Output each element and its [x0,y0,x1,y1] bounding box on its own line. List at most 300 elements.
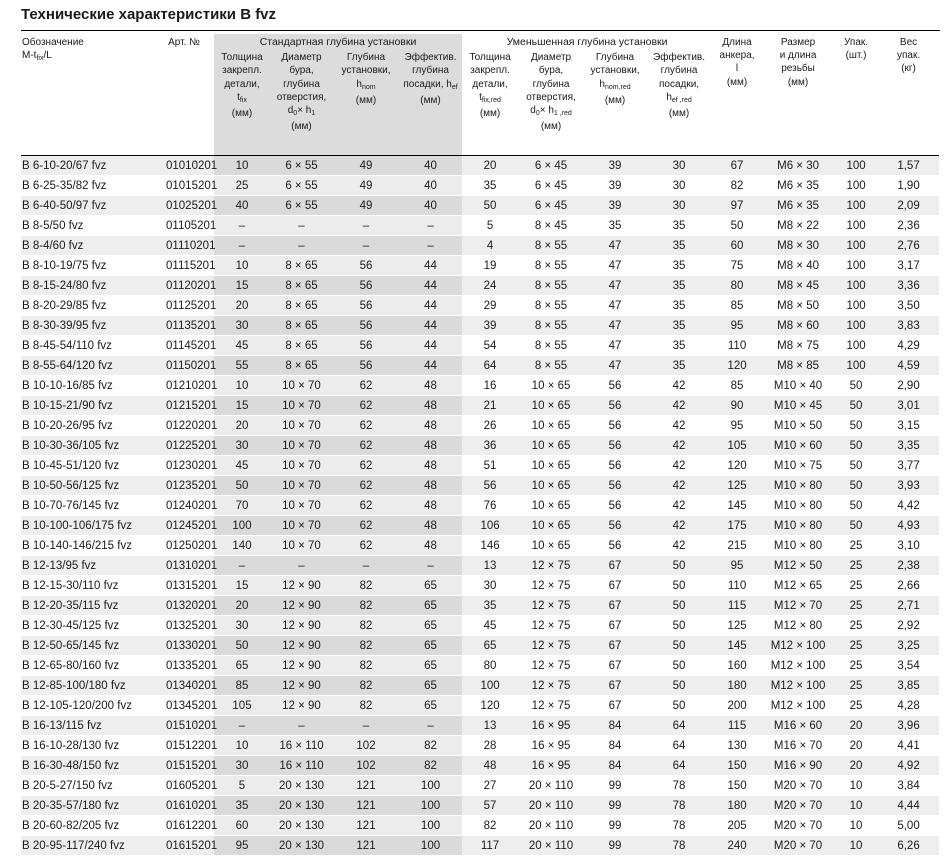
cell-designation: B 20-60-82/205 fvz [21,816,154,836]
cell-thread: M6 × 35 [762,176,834,196]
cell-thread: M12 × 100 [762,676,834,696]
cell-red-thickness: 120 [462,696,518,716]
designation-formula: M-t [22,50,37,62]
cell-std-thickness: 30 [214,616,270,636]
cell-thread: M12 × 80 [762,616,834,636]
cell-std-eff: – [399,216,462,236]
cell-red-depth: 99 [584,816,646,836]
cell-article: 01150201 [154,356,214,376]
cell-thread: M20 × 70 [762,816,834,836]
cell-std-drill: 10 × 70 [270,536,333,556]
cell-std-eff: 65 [399,596,462,616]
page-title: Технические характеристики B fvz [21,6,277,23]
cell-weight: 4,93 [878,516,939,536]
cell-red-eff: 64 [646,716,712,736]
cell-weight: 2,90 [878,376,939,396]
cell-thread: M20 × 70 [762,836,834,856]
cell-std-depth: 62 [333,396,399,416]
cell-red-drill: 10 × 65 [518,436,584,456]
table-row [21,576,939,596]
table-row [21,496,939,516]
cell-std-thickness: 85 [214,676,270,696]
cell-pack: 25 [834,596,878,616]
cell-red-eff: 35 [646,216,712,236]
cell-std-thickness: 20 [214,416,270,436]
cell-red-drill: 20 × 110 [518,776,584,796]
cell-std-thickness: 10 [214,256,270,276]
cell-anchor-length: 97 [712,196,762,216]
cell-pack: 20 [834,756,878,776]
cell-red-thickness: 45 [462,616,518,636]
red-drill-h-sub: 1 ,red [553,110,572,118]
cell-anchor-length: 85 [712,376,762,396]
anchor-length-l4: (мм) [726,76,748,88]
cell-std-thickness: 15 [214,276,270,296]
cell-red-depth: 47 [584,356,646,376]
cell-designation: B 10-140-146/215 fvz [21,536,154,556]
cell-pack: 25 [834,536,878,556]
cell-red-drill: 12 × 75 [518,676,584,696]
cell-weight: 3,93 [878,476,939,496]
cell-red-thickness: 39 [462,316,518,336]
cell-article: 01240201 [154,496,214,516]
std-drill-unit: (мм) [291,121,312,133]
cell-red-thickness: 28 [462,736,518,756]
cell-red-eff: 42 [646,496,712,516]
cell-thread: M12 × 70 [762,596,834,616]
cell-thread: M10 × 75 [762,456,834,476]
cell-std-eff: 65 [399,696,462,716]
cell-red-depth: 84 [584,716,646,736]
cell-weight: 2,76 [878,236,939,256]
cell-std-eff: 44 [399,256,462,276]
pack-l2: (шт.) [845,50,867,62]
cell-weight: 3,84 [878,776,939,796]
cell-designation: B 8-20-29/85 fvz [21,296,154,316]
std-eff-l2: глубина [412,65,449,77]
cell-weight: 4,42 [878,496,939,516]
cell-anchor-length: 160 [712,656,762,676]
cell-std-drill: 20 × 130 [270,776,333,796]
weight-l1: Вес [899,37,918,48]
red-drill-h: × h [539,105,554,117]
cell-weight: 3,50 [878,296,939,316]
red-drill-d: d [530,105,536,117]
cell-article: 01010201 [154,156,214,176]
cell-designation: B 6-40-50/97 fvz [21,196,154,216]
cell-red-thickness: 65 [462,636,518,656]
cell-red-depth: 67 [584,616,646,636]
cell-pack: 25 [834,576,878,596]
cell-std-drill: 10 × 70 [270,436,333,456]
cell-designation: B 8-10-19/75 fvz [21,256,154,276]
cell-red-thickness: 54 [462,336,518,356]
cell-thread: M12 × 50 [762,556,834,576]
cell-red-depth: 67 [584,696,646,716]
cell-pack: 50 [834,476,878,496]
cell-anchor-length: 105 [712,436,762,456]
article-label: Арт. № [168,37,200,48]
cell-thread: M12 × 100 [762,656,834,676]
cell-weight: 4,28 [878,696,939,716]
cell-weight: 4,29 [878,336,939,356]
table-row [21,696,939,716]
cell-pack: 100 [834,156,878,176]
cell-weight: 3,96 [878,716,939,736]
cell-std-eff: 100 [399,816,462,836]
cell-std-drill: 10 × 70 [270,496,333,516]
cell-std-drill: 8 × 65 [270,276,333,296]
cell-std-thickness: 15 [214,576,270,596]
cell-std-drill: – [270,236,333,256]
cell-designation: B 12-85-100/180 fvz [21,676,154,696]
cell-std-drill: 10 × 70 [270,396,333,416]
weight-l2: упак. [896,50,921,62]
cell-weight: 4,41 [878,736,939,756]
cell-designation: B 6-25-35/82 fvz [21,176,154,196]
cell-std-depth: – [333,556,399,576]
cell-std-eff: 48 [399,536,462,556]
cell-std-thickness: 10 [214,376,270,396]
cell-red-drill: 12 × 75 [518,596,584,616]
cell-article: 01320201 [154,596,214,616]
cell-std-eff: – [399,236,462,256]
cell-red-thickness: 26 [462,416,518,436]
cell-red-drill: 10 × 65 [518,536,584,556]
std-thickness-l3: детали, [224,78,260,90]
cell-thread: M10 × 80 [762,496,834,516]
col-header-weight [878,34,939,156]
red-thickness-sym: t [479,91,482,103]
cell-red-eff: 30 [646,156,712,176]
col-header-article [154,34,214,156]
cell-red-depth: 56 [584,536,646,556]
cell-std-eff: 44 [399,336,462,356]
cell-std-eff: 65 [399,616,462,636]
cell-anchor-length: 145 [712,636,762,656]
cell-pack: 10 [834,836,878,856]
red-depth-l2: установки, [590,65,640,77]
cell-red-eff: 50 [646,636,712,656]
std-depth-l1: Глубина [346,52,386,64]
cell-std-eff: 48 [399,396,462,416]
cell-std-eff: 48 [399,476,462,496]
cell-designation: B 12-105-120/200 fvz [21,696,154,716]
cell-anchor-length: 75 [712,256,762,276]
cell-std-thickness: 30 [214,436,270,456]
table-body [21,156,939,856]
cell-anchor-length: 90 [712,396,762,416]
table-row [21,156,939,176]
cell-weight: 3,15 [878,416,939,436]
cell-designation: B 8-15-24/80 fvz [21,276,154,296]
cell-red-eff: 42 [646,456,712,476]
cell-designation: B 8-30-39/95 fvz [21,316,154,336]
cell-pack: 50 [834,376,878,396]
table-row [21,436,939,456]
cell-red-thickness: 56 [462,476,518,496]
cell-red-eff: 50 [646,676,712,696]
cell-pack: 100 [834,356,878,376]
cell-weight: 3,54 [878,656,939,676]
red-depth-sym: h [599,78,605,90]
std-thickness-unit: (мм) [231,108,253,120]
cell-std-thickness: 65 [214,656,270,676]
cell-article: 01250201 [154,536,214,556]
cell-red-drill: 8 × 55 [518,296,584,316]
cell-article: 01325201 [154,616,214,636]
designation-sub: fix [36,55,44,63]
cell-red-depth: 67 [584,596,646,616]
red-eff-l1: Эффектив. [653,52,706,64]
std-depth-unit: (мм) [355,94,377,106]
cell-weight: 3,35 [878,436,939,456]
cell-std-eff: – [399,556,462,576]
cell-weight: 1,90 [878,176,939,196]
cell-pack: 100 [834,276,878,296]
cell-red-eff: 30 [646,196,712,216]
cell-std-eff: 40 [399,156,462,176]
cell-std-depth: 82 [333,676,399,696]
cell-red-eff: 35 [646,336,712,356]
cell-std-drill: 16 × 110 [270,736,333,756]
cell-red-eff: 64 [646,736,712,756]
red-thickness-sub: fix,red [481,96,501,104]
cell-red-thickness: 30 [462,576,518,596]
cell-std-depth: 82 [333,616,399,636]
cell-weight: 2,92 [878,616,939,636]
table-row [21,196,939,216]
red-eff-sub: ef ,red [671,96,692,104]
cell-red-thickness: 76 [462,496,518,516]
cell-red-thickness: 146 [462,536,518,556]
cell-pack: 25 [834,636,878,656]
cell-red-thickness: 80 [462,656,518,676]
cell-std-eff: 82 [399,756,462,776]
red-thickness-l1: Толщина [469,52,511,64]
cell-designation: B 12-65-80/160 fvz [21,656,154,676]
cell-std-thickness: 15 [214,396,270,416]
cell-red-drill: 6 × 45 [518,196,584,216]
cell-std-thickness: 140 [214,536,270,556]
cell-std-drill: 16 × 110 [270,756,333,776]
cell-red-thickness: 4 [462,236,518,256]
cell-designation: B 20-5-27/150 fvz [21,776,154,796]
cell-anchor-length: 125 [712,476,762,496]
cell-weight: 3,85 [878,676,939,696]
cell-pack: 25 [834,676,878,696]
cell-std-eff: 48 [399,496,462,516]
cell-red-thickness: 20 [462,156,518,176]
cell-std-drill: 8 × 65 [270,316,333,336]
cell-red-depth: 99 [584,796,646,816]
cell-std-thickness: – [214,236,270,256]
cell-red-eff: 50 [646,696,712,716]
cell-pack: 100 [834,316,878,336]
table-row [21,756,939,776]
cell-red-depth: 56 [584,516,646,536]
cell-red-drill: 8 × 55 [518,236,584,256]
title-divider [21,30,940,31]
cell-weight: 2,36 [878,216,939,236]
weight-l3: (кг) [901,63,916,75]
cell-std-drill: 6 × 55 [270,196,333,216]
cell-anchor-length: 180 [712,796,762,816]
cell-anchor-length: 150 [712,776,762,796]
cell-thread: M12 × 65 [762,576,834,596]
std-drill-d: d [287,105,294,117]
std-eff-sub: ef [451,83,458,91]
cell-article: 01612201 [154,816,214,836]
cell-article: 01245201 [154,516,214,536]
cell-std-drill: 10 × 70 [270,476,333,496]
table-row [21,796,939,816]
cell-std-drill: – [270,556,333,576]
cell-red-drill: 20 × 110 [518,796,584,816]
cell-weight: 2,38 [878,556,939,576]
red-drill-l2: бура, [538,65,564,77]
cell-anchor-length: 145 [712,496,762,516]
cell-red-drill: 20 × 110 [518,816,584,836]
cell-anchor-length: 175 [712,516,762,536]
std-drill-d-sub: 0 [293,110,298,118]
cell-red-depth: 99 [584,836,646,856]
cell-red-drill: 8 × 55 [518,256,584,276]
cell-red-depth: 99 [584,776,646,796]
cell-red-depth: 67 [584,556,646,576]
red-thickness-l2: закрепл. [470,65,510,77]
cell-std-depth: 62 [333,496,399,516]
anchor-length-l2: анкера, [719,50,755,62]
cell-article: 01135201 [154,316,214,336]
red-eff-l3: посадки, [658,78,700,90]
cell-red-drill: 8 × 45 [518,216,584,236]
cell-std-drill: 10 × 70 [270,416,333,436]
cell-red-depth: 67 [584,656,646,676]
thread-l3: резьбы [781,63,815,75]
cell-std-drill: 8 × 65 [270,256,333,276]
cell-std-drill: – [270,716,333,736]
cell-red-thickness: 5 [462,216,518,236]
cell-std-depth: – [333,716,399,736]
cell-red-depth: 56 [584,436,646,456]
cell-red-depth: 56 [584,396,646,416]
cell-std-eff: 48 [399,436,462,456]
red-drill-l3: глубина [532,78,570,90]
cell-std-depth: 62 [333,436,399,456]
cell-red-thickness: 106 [462,516,518,536]
cell-red-drill: 12 × 75 [518,576,584,596]
cell-red-thickness: 100 [462,676,518,696]
cell-pack: 20 [834,716,878,736]
cell-red-thickness: 21 [462,396,518,416]
cell-std-depth: 121 [333,776,399,796]
table-row [21,736,939,756]
cell-designation: B 10-30-36/105 fvz [21,436,154,456]
red-eff-sym: h [666,91,672,103]
col-header-red-drill [518,49,584,156]
cell-red-depth: 67 [584,636,646,656]
table-row [21,276,939,296]
cell-designation: B 10-20-26/95 fvz [21,416,154,436]
cell-anchor-length: 115 [712,596,762,616]
cell-std-depth: 62 [333,456,399,476]
designation-suffix: /L [43,50,52,62]
cell-weight: 4,44 [878,796,939,816]
cell-std-eff: 44 [399,276,462,296]
cell-std-drill: 12 × 90 [270,656,333,676]
cell-red-thickness: 35 [462,596,518,616]
cell-std-thickness: 10 [214,736,270,756]
cell-std-thickness: 55 [214,356,270,376]
red-thickness-l3: детали, [472,78,508,90]
cell-thread: M12 × 100 [762,696,834,716]
cell-pack: 50 [834,516,878,536]
cell-red-depth: 39 [584,156,646,176]
cell-std-drill: 20 × 130 [270,816,333,836]
cell-anchor-length: 120 [712,456,762,476]
cell-red-drill: 10 × 65 [518,416,584,436]
group-header-standard: Стандартная глубина установки [214,34,462,49]
cell-std-depth: 121 [333,836,399,856]
cell-std-thickness: 40 [214,196,270,216]
cell-red-depth: 67 [584,576,646,596]
table-row [21,316,939,336]
cell-std-depth: 121 [333,816,399,836]
cell-std-thickness: – [214,556,270,576]
cell-std-drill: 10 × 70 [270,456,333,476]
red-thickness-unit: (мм) [479,108,501,120]
cell-std-eff: 44 [399,356,462,376]
cell-red-eff: 35 [646,276,712,296]
cell-std-depth: 49 [333,196,399,216]
cell-red-depth: 39 [584,196,646,216]
cell-red-drill: 10 × 65 [518,456,584,476]
cell-thread: M8 × 22 [762,216,834,236]
cell-red-eff: 50 [646,556,712,576]
cell-std-depth: – [333,216,399,236]
cell-anchor-length: 200 [712,696,762,716]
cell-article: 01340201 [154,676,214,696]
red-depth-unit: (мм) [604,94,626,106]
cell-thread: M20 × 70 [762,776,834,796]
cell-thread: M20 × 70 [762,796,834,816]
cell-anchor-length: 50 [712,216,762,236]
cell-designation: B 10-45-51/120 fvz [21,456,154,476]
cell-thread: M10 × 45 [762,396,834,416]
cell-std-eff: 40 [399,196,462,216]
cell-red-eff: 50 [646,656,712,676]
cell-red-drill: 12 × 75 [518,636,584,656]
cell-pack: 100 [834,196,878,216]
cell-std-eff: 44 [399,316,462,336]
cell-red-eff: 42 [646,436,712,456]
col-header-anchor-length [712,34,762,156]
std-thickness-l1: Толщина [221,52,263,64]
cell-red-eff: 42 [646,396,712,416]
cell-anchor-length: 67 [712,156,762,176]
col-header-thread [762,34,834,156]
table-row [21,376,939,396]
cell-weight: 3,10 [878,536,939,556]
cell-std-eff: 48 [399,516,462,536]
cell-std-depth: 56 [333,256,399,276]
cell-red-depth: 47 [584,336,646,356]
cell-red-drill: 8 × 55 [518,276,584,296]
table-row [21,836,939,856]
cell-designation: B 10-100-106/175 fvz [21,516,154,536]
table-row [21,216,939,236]
